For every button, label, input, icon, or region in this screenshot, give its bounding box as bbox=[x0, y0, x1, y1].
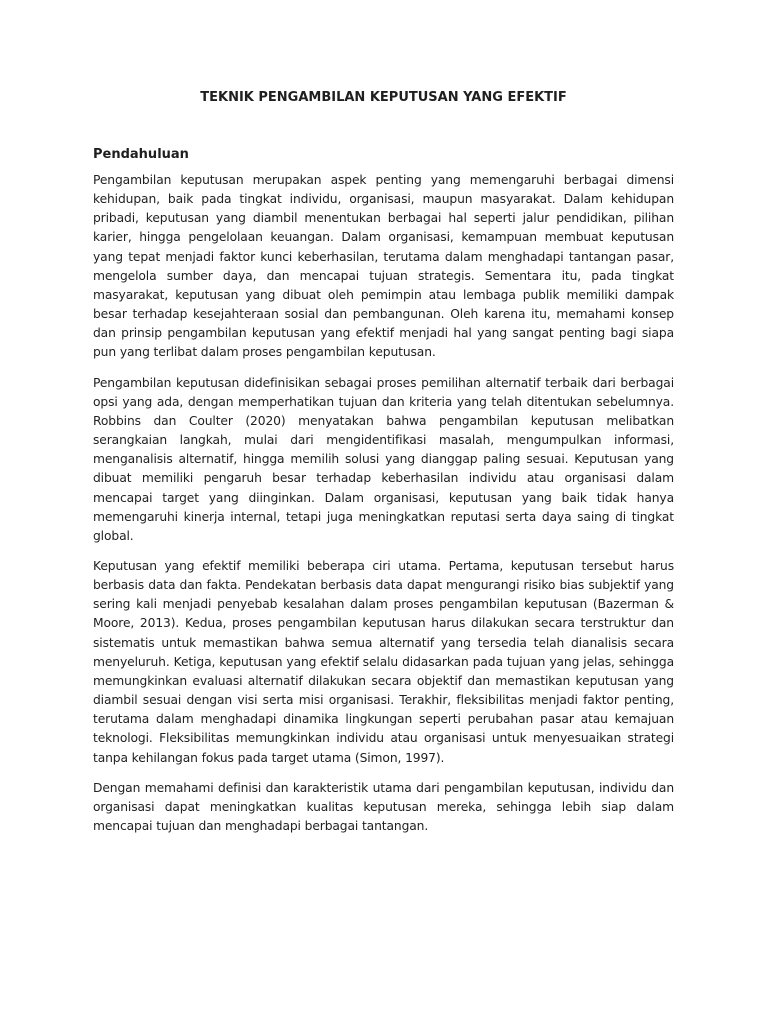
paragraph-4: Dengan memahami definisi dan karakteristik utama dari pengambilan keputusan, individu dan organisasi dapat meningkatkan kualitas keputusan mereka, sehingga lebih siap dalam mencapai tujuan dan menghadapi berbagai tantangan. bbox=[93, 780, 674, 833]
document-title: TEKNIK PENGAMBILAN KEPUTUSAN YANG EFEKTIF bbox=[200, 90, 567, 105]
paragraph-3: Keputusan yang efektif memiliki beberapa ciri utama. Pertama, keputusan tersebut harus berbasis data dan fakta. Pendekatan berbasis data dapat mengurangi risiko bias subjektif yang sering kali menjadi penyebab kesalahan dalam proses pengambilan keputusan (Bazerman & Moore, 2013). Kedua, proses pengambilan keputusan harus dilakukan secara terstruktur dan sistematis untuk memastikan bahwa semua alternatif yang tersedia telah dianalisis secara menyeluruh. Ketiga, keputusan yang efektif selalu didasarkan pada tujuan yang jelas, sehingga memungkinkan evaluasi alternatif dilakukan secara objektif dan memastikan keputusan yang diambil sesuai dengan visi serta misi organisasi. Terakhir, fleksibilitas menjadi faktor penting, terutama dalam menghadapi dinamika lingkungan seperti perubahan pasar atau kemajuan teknologi. Fleksibilitas memungkinkan individu atau organisasi untuk menyesuaikan strategi tanpa kehilangan fokus pada target utama (Simon, 1997). bbox=[93, 558, 674, 765]
section-heading: Pendahuluan bbox=[93, 147, 189, 162]
document-body bbox=[93, 88, 674, 847]
paragraph-1: Pengambilan keputusan merupakan aspek penting yang memengaruhi berbagai dimensi kehidupan, baik pada tingkat individu, organisasi, maupun masyarakat. Dalam kehidupan pribadi, keputusan yang diambil menentukan berbagai hal seperti jalur pendidikan, pilihan karier, hingga pengelolaan keuangan. Dalam organisasi, kemampuan membuat keputusan yang tepat menjadi faktor kunci keberhasilan, terutama dalam menghadapi tantangan pasar, mengelola sumber daya, dan mencapai tujuan strategis. Sementara itu, pada tingkat masyarakat, keputusan yang dibuat oleh pemimpin atau lembaga publik memiliki dampak besar terhadap kesejahteraan sosial dan pembangunan. Oleh karena itu, memahami konsep dan prinsip pengambilan keputusan yang efektif menjadi hal yang sangat penting bagi siapa pun yang terlibat dalam proses pengambilan keputusan. bbox=[93, 173, 674, 360]
paragraph-2: Pengambilan keputusan didefinisikan sebagai proses pemilihan alternatif terbaik dari berbagai opsi yang ada, dengan memperhatikan tujuan dan kriteria yang telah ditentukan sebelumnya. Robbins dan Coulter (2020) menyatakan bahwa pengambilan keputusan melibatkan serangkaian langkah, mulai dari mengidentifikasi masalah, mengumpulkan informasi, menganalisis alternatif, hingga memilih solusi yang dianggap paling sesuai. Keputusan yang dibuat memiliki pengaruh besar terhadap keberhasilan individu atau organisasi dalam mencapai target yang diinginkan. Dalam organisasi, keputusan yang baik tidak hanya memengaruhi kinerja internal, tetapi juga meningkatkan reputasi serta daya saing di tingkat global. bbox=[93, 375, 674, 543]
